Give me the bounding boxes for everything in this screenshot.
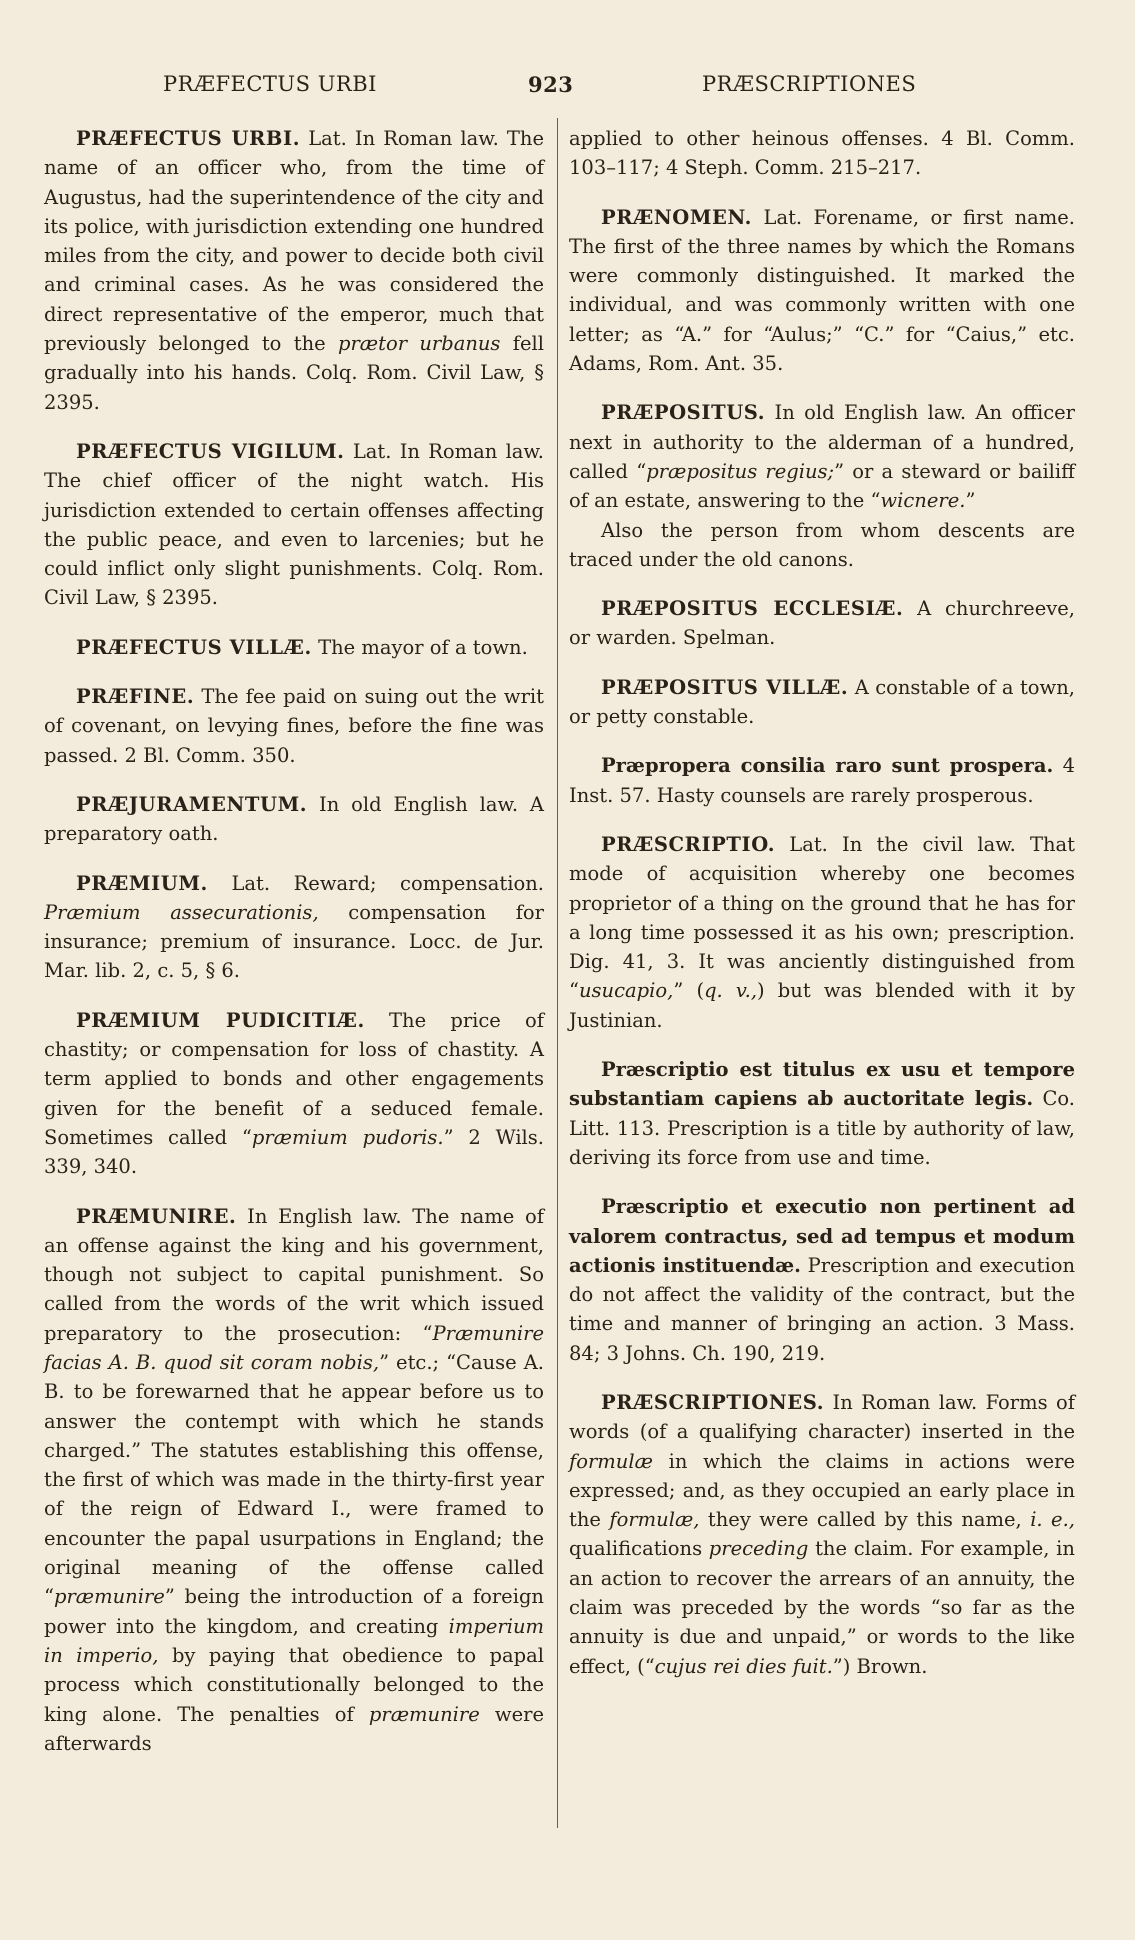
italic-term: præmunire [53, 1585, 165, 1609]
dictionary-entry [569, 398, 1075, 515]
entry-text: In English law. The name of an offense against the king and his government, though not subject to capital punishment. So called from the words of the writ which issued preparatory to the prosecution: “ [44, 1204, 544, 1345]
entry-text: ” 2 Wils. 339, 340. [44, 1125, 544, 1179]
entry-headword: PRÆFECTUS VILLÆ. [76, 635, 312, 659]
italic-term: præpositus regius; [646, 459, 835, 483]
entry-text: ” or a steward or bailiff of an estate, answering to the “ [569, 459, 1076, 513]
dictionary-entry [569, 203, 1075, 379]
dictionary-entry [44, 790, 544, 849]
dictionary-entry [569, 751, 1075, 810]
entry-text: ” being the introduction of a foreign power into the kingdom, and creating [44, 1585, 544, 1638]
dictionary-entry [44, 633, 544, 662]
entry-headword: PRÆJURAMENTUM. [76, 792, 308, 816]
italic-term: formulæ [569, 1449, 653, 1473]
entry-text: In old English law. An officer next in authority to the alderman of a hundred, called “ [569, 401, 1075, 483]
entry-text: in which the claims in actions were expressed; and, as they occupied an early place in the [569, 1449, 1075, 1532]
entry-headword: PRÆFINE. [76, 685, 195, 709]
entry-text: A constable of a town, or petty constable. [569, 675, 1075, 729]
entry-text: applied to other heinous offenses. 4 Bl. Comm. 103–117; 4 Steph. Comm. 215–217. [569, 127, 1075, 180]
dictionary-entry [569, 124, 1075, 183]
entry-text: Lat. In Roman law. The chief officer of the night watch. His jurisdiction extended to certain offenses affecting the public peace, and even to larcenies; but he could inflict only slight punishments. Colq. Rom. Civil Law, § 2395. [44, 439, 545, 610]
italic-term: wicnere. [880, 489, 966, 513]
dictionary-entry [569, 1055, 1075, 1172]
italic-term: preceding [708, 1537, 809, 1561]
entry-text: The mayor of a town. [311, 635, 528, 659]
entry-text: Lat. Forename, or first name. The first of the three names by which the Romans were commonly distinguished. It marked the individual, and was commonly written with one letter; as “A.” for “Aulus;” “C.” for “Caius,” etc. Adams, Rom. Ant. 35. [569, 205, 1075, 376]
dictionary-entry [44, 869, 544, 986]
italic-term: imperium in imperio, [44, 1614, 544, 1667]
entry-headword: PRÆMIUM PUDICITIÆ. [76, 1008, 365, 1032]
dictionary-entry [44, 437, 544, 613]
entry-text: The fee paid on suing out the writ of covenant, on levying fines, before the fine was passed. 2 Bl. Comm. 350. [44, 685, 544, 767]
entry-headword: PRÆFECTUS URBI. [76, 127, 301, 150]
entry-text: The price of chastity; or compensation for loss of chastity. A term applied to bonds and other engagements given for the benefit of a seduced female. Sometimes called “ [44, 1008, 544, 1149]
entry-text: ” [965, 489, 976, 513]
entry-headword: PRÆSCRIPTIO. [601, 832, 776, 856]
entry-text: Co. Litt. 113. Prescription is a title by authority of law, deriving its force from use and time. [569, 1087, 1075, 1169]
page-number: 923 [528, 72, 574, 97]
dictionary-entry [44, 1006, 544, 1182]
entry-text: were afterwards [44, 1702, 544, 1755]
right-column [569, 124, 1075, 1701]
entry-text: ” etc.; “Cause A. B. to be forewarned that he appear before us to answer the contempt with which he stands charged.” The statutes establishing this offense, the first of which was made in the thirty-first year of the reign of Edward I., were framed to encounter the papal usurpations in England; the original meaning of the offense called “ [44, 1350, 544, 1609]
entry-text: compensation for insurance; premium of insurance. Locc. de Jur. Mar. lib. 2, c. 5, § 6. [44, 900, 544, 983]
dictionary-entry [44, 682, 544, 770]
entry-headword: PRÆPOSITUS VILLÆ. [601, 675, 849, 699]
dictionary-entry [44, 124, 544, 417]
dictionary-entry [569, 830, 1075, 1035]
entry-text: they were called by this name, [699, 1508, 1031, 1532]
entry-text: Lat. Reward; compensation. [207, 871, 544, 895]
dictionary-entry [569, 594, 1075, 653]
italic-term: Præmium assecurationis, [44, 900, 319, 924]
entry-text: Lat. In the civil law. That mode of acquisition whereby one becomes proprietor of a thing on the ground that he has for a long time possessed it as his own; prescription. Dig. 41, 3. It was anciently distinguished from “ [569, 832, 1075, 1003]
entry-headword: PRÆPOSITUS ECCLESIÆ. [601, 597, 904, 621]
entry-text: ”) Brown. [832, 1654, 928, 1678]
entry-text: the claim. For example, in an action to recover the arrears of an annuity, the claim was preceded by the words “so far as the annuity is due and unpaid,” or words to the like effect, (“ [569, 1537, 1075, 1678]
entry-headword: PRÆMUNIRE. [76, 1204, 237, 1228]
dictionary-entry [569, 516, 1075, 575]
entry-text: ” ( [673, 979, 705, 1003]
entry-headword: PRÆFECTUS VIGILUM. [76, 439, 345, 463]
entry-text: Also the person from whom descents are traced under the old canons. [569, 518, 1075, 571]
entry-text: fell gradually into his hands. Colq. Rom. Civil Law, § 2395. [44, 332, 544, 414]
running-head [0, 72, 1135, 102]
legal-maxim: Præscriptio est titulus ex usu et tempore substantiam capiens ab auctoritate legis. [569, 1058, 1075, 1111]
header-left-guideword: PRÆFECTUS URBI [163, 72, 377, 96]
italic-term: cujus rei dies fuit. [654, 1654, 833, 1678]
entry-text: by paying that obedience to papal process which constitutionally belonged to the king alone. The penalties of [44, 1643, 544, 1726]
entry-text: qualifications [569, 1537, 709, 1561]
dictionary-entry [569, 673, 1075, 732]
italic-term: prætor urbanus [337, 332, 501, 356]
entry-text: In old English law. A preparatory oath. [44, 792, 544, 846]
entry-text: A churchreeve, or warden. Spelman. [569, 597, 1075, 650]
header-right-guideword: PRÆSCRIPTIONES [702, 72, 917, 96]
legal-maxim: Præscriptio et executio non pertinent ad valorem contractus, sed ad tempus et modum actionis instituendæ. [569, 1195, 1075, 1277]
italic-term: præmunire [368, 1702, 480, 1726]
dictionary-entry [569, 1388, 1075, 1681]
dictionary-entry [44, 1202, 544, 1759]
italic-term: formulæ, [609, 1508, 700, 1532]
entry-headword: PRÆPOSITUS. [601, 401, 766, 425]
entry-text: In Roman law. Forms of words (of a qualifying character) inserted in the [569, 1390, 1075, 1444]
entry-text: Lat. In Roman law. The name of an officer who, from the time of Augustus, had the superintendence of the city and its police, with jurisdiction extending one hundred miles from the city, and power to decide both civil and criminal cases. As he was considered the direct representative of the emperor, much that previously belonged to the [44, 127, 544, 356]
entry-text: 4 Inst. 57. Hasty counsels are rarely prosperous. [569, 754, 1076, 807]
italic-term: usucapio, [578, 979, 674, 1003]
entry-text: ) but was blended with it by Justinian. [569, 979, 1076, 1032]
entry-text: Prescription and execution do not affect the validity of the contract, but the time and manner of bringing an action. 3 Mass. 84; 3 Johns. Ch. 190, 219. [569, 1253, 1076, 1365]
column-rule [557, 118, 558, 1828]
italic-term: i. e., [1030, 1508, 1075, 1532]
entry-headword: PRÆSCRIPTIONES. [601, 1390, 825, 1414]
italic-term: Præmunire facias A. B. quod sit coram nobis, [44, 1321, 544, 1374]
entry-headword: PRÆMIUM. [76, 871, 208, 895]
legal-maxim: Præpropera consilia raro sunt prospera. [601, 754, 1054, 778]
italic-term: præmium pudoris. [251, 1125, 444, 1149]
italic-term: q. v., [704, 979, 758, 1003]
left-column [44, 124, 544, 1778]
dictionary-entry [569, 1192, 1075, 1368]
entry-headword: PRÆNOMEN. [601, 205, 753, 229]
